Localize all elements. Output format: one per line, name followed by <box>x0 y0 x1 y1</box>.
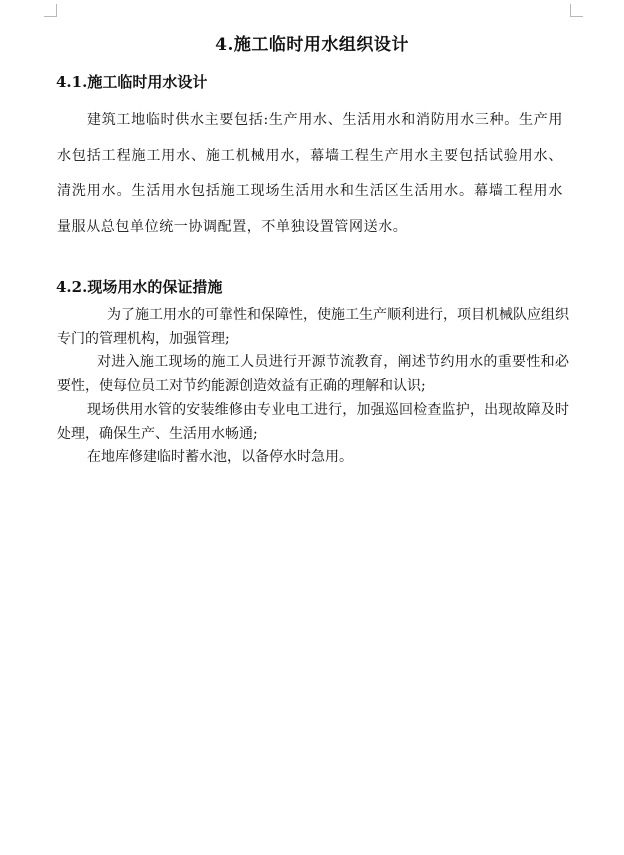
document-title: 4.施工临时用水组织设计 <box>215 35 409 55</box>
section-1-heading: 4.1.施工临时用水设计 <box>56 73 208 91</box>
section-1-body <box>57 103 563 245</box>
section-1-paragraph: 建筑工地临时供水主要包括:生产用水、生活用水和消防用水三种。生产用水包括工程施工用水、施工机械用水，幕墙工程生产用水主要包括试验用水、清洗用水。生活用水包括施工现场生活用水和生活区生活用水。幕墙工程用水量服从总包单位统一协调配置，不单独设置管网送水。 <box>57 112 563 235</box>
section-2-paragraph-1: 为了施工用水的可靠性和保障性，使施工生产顺利进行，项目机械队应组织专门的管理机构，加强管理; <box>57 307 569 347</box>
section-2-body <box>57 304 569 470</box>
section-2-heading: 4.2.现场用水的保证措施 <box>56 278 223 296</box>
section-2-paragraph-4: 在地库修建临时蓄水池，以备停水时急用。 <box>87 449 353 466</box>
section-2-paragraph-3: 现场供用水管的安装维修由专业电工进行，加强巡回检查监护，出现故障及时处理，确保生产、生活用水畅通; <box>57 401 569 442</box>
section-2-paragraph-2: 对进入施工现场的施工人员进行开源节流教育，阐述节约用水的重要性和必要性，使每位员工对节约能源创造效益有正确的理解和认识; <box>57 354 569 395</box>
crop-mark-top-right <box>570 4 583 17</box>
crop-mark-top-left <box>44 4 57 17</box>
